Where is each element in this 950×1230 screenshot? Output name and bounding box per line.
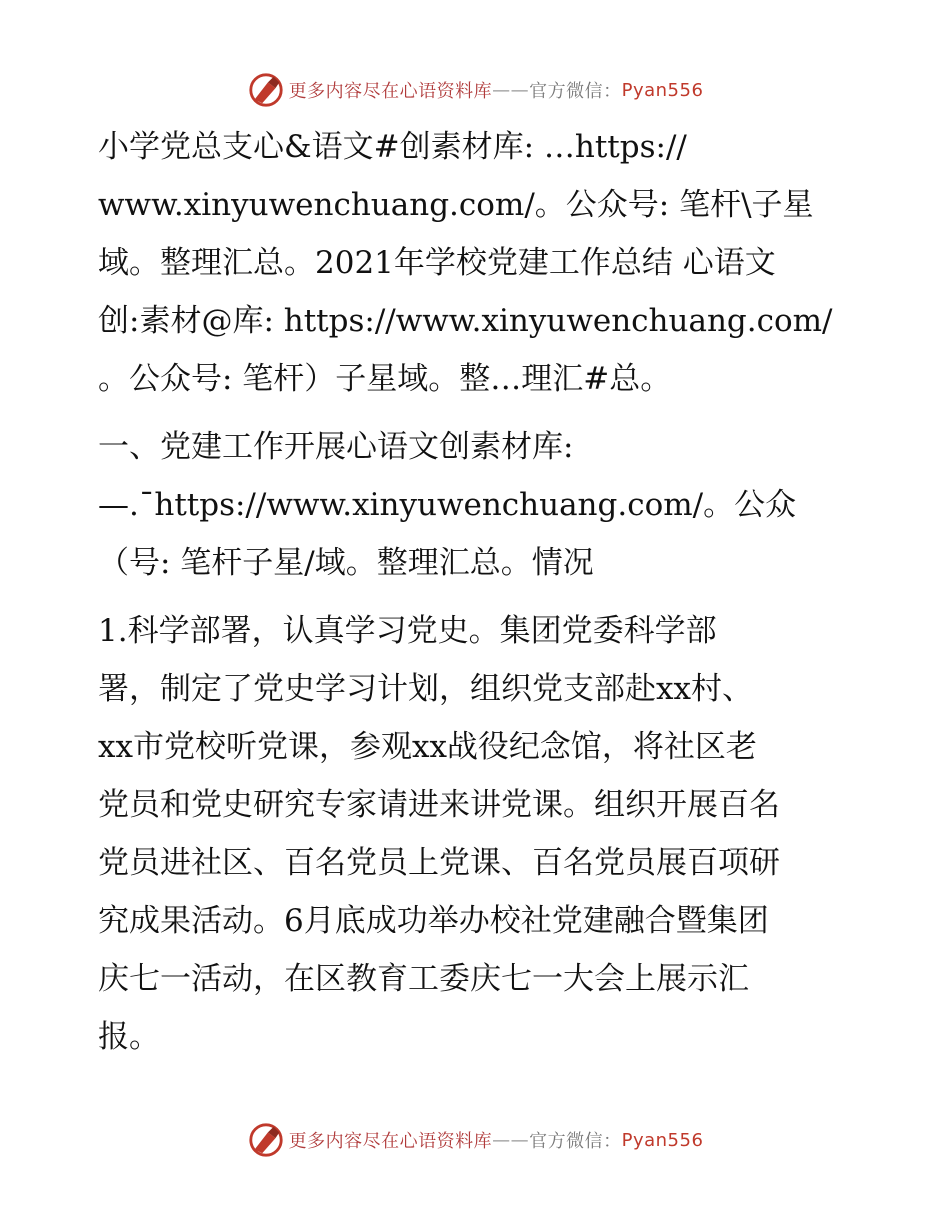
paragraph-intro [98, 118, 858, 408]
text-line: 一、党建工作开展心语文创素材库: [98, 429, 574, 465]
document-body [98, 118, 858, 1066]
banner-official-label: 官方微信： [529, 1131, 622, 1152]
text-line: 究成果活动。6月底成功举办校社党建融合暨集团 [98, 903, 769, 939]
paragraph-section-heading [98, 418, 858, 592]
pen-nib-circle-logo-icon [247, 1121, 285, 1159]
footer-banner [0, 1118, 950, 1162]
text-line: xx市党校听党课，参观xx战役纪念馆，将社区老 [98, 729, 757, 765]
text-line: （号: 笔杆子星/域。整理汇总。情况 [98, 545, 594, 581]
text-line: 党员进社区、百名党员上党课、百名党员展百项研 [98, 845, 780, 881]
text-line: 庆七一活动，在区教育工委庆七一大会上展示汇 [98, 961, 749, 997]
text-line: 报。 [98, 1019, 160, 1055]
text-line: 小学党总支心&语文#创素材库: …https:// [98, 129, 687, 165]
text-line: 。公众号: 笔杆）子星域。整…理汇#总。 [98, 361, 672, 397]
text-line: 域。整理汇总。2021年学校党建工作总结 心语文 [98, 245, 776, 281]
text-line: 1.科学部署，认真学习党史。集团党委科学部 [98, 613, 717, 649]
banner-wechat-id: Pyan556 [621, 1129, 704, 1151]
banner-dash: —— [492, 1129, 530, 1151]
text-line: 党员和党史研究专家请进来讲党课。组织开展百名 [98, 787, 780, 823]
pen-nib-circle-logo-icon [247, 71, 285, 109]
banner-slogan: 更多内容尽在心语资料库 [288, 81, 493, 102]
paragraph-item-1 [98, 602, 858, 1066]
text-line: 创:素材@库: https://www.xinyuwenchuang.com/ [98, 303, 833, 339]
banner-slogan: 更多内容尽在心语资料库 [288, 1131, 493, 1152]
banner-official-label: 官方微信： [529, 81, 622, 102]
header-banner [0, 68, 950, 112]
text-line: 署，制定了党史学习计划，组织党支部赴xx村、 [98, 671, 753, 707]
text-line: —.¯https://www.xinyuwenchuang.com/。公众 [98, 487, 797, 523]
banner-dash: —— [492, 79, 530, 101]
text-line: www.xinyuwenchuang.com/。公众号: 笔杆\子星 [98, 187, 814, 223]
banner-wechat-id: Pyan556 [621, 79, 704, 101]
